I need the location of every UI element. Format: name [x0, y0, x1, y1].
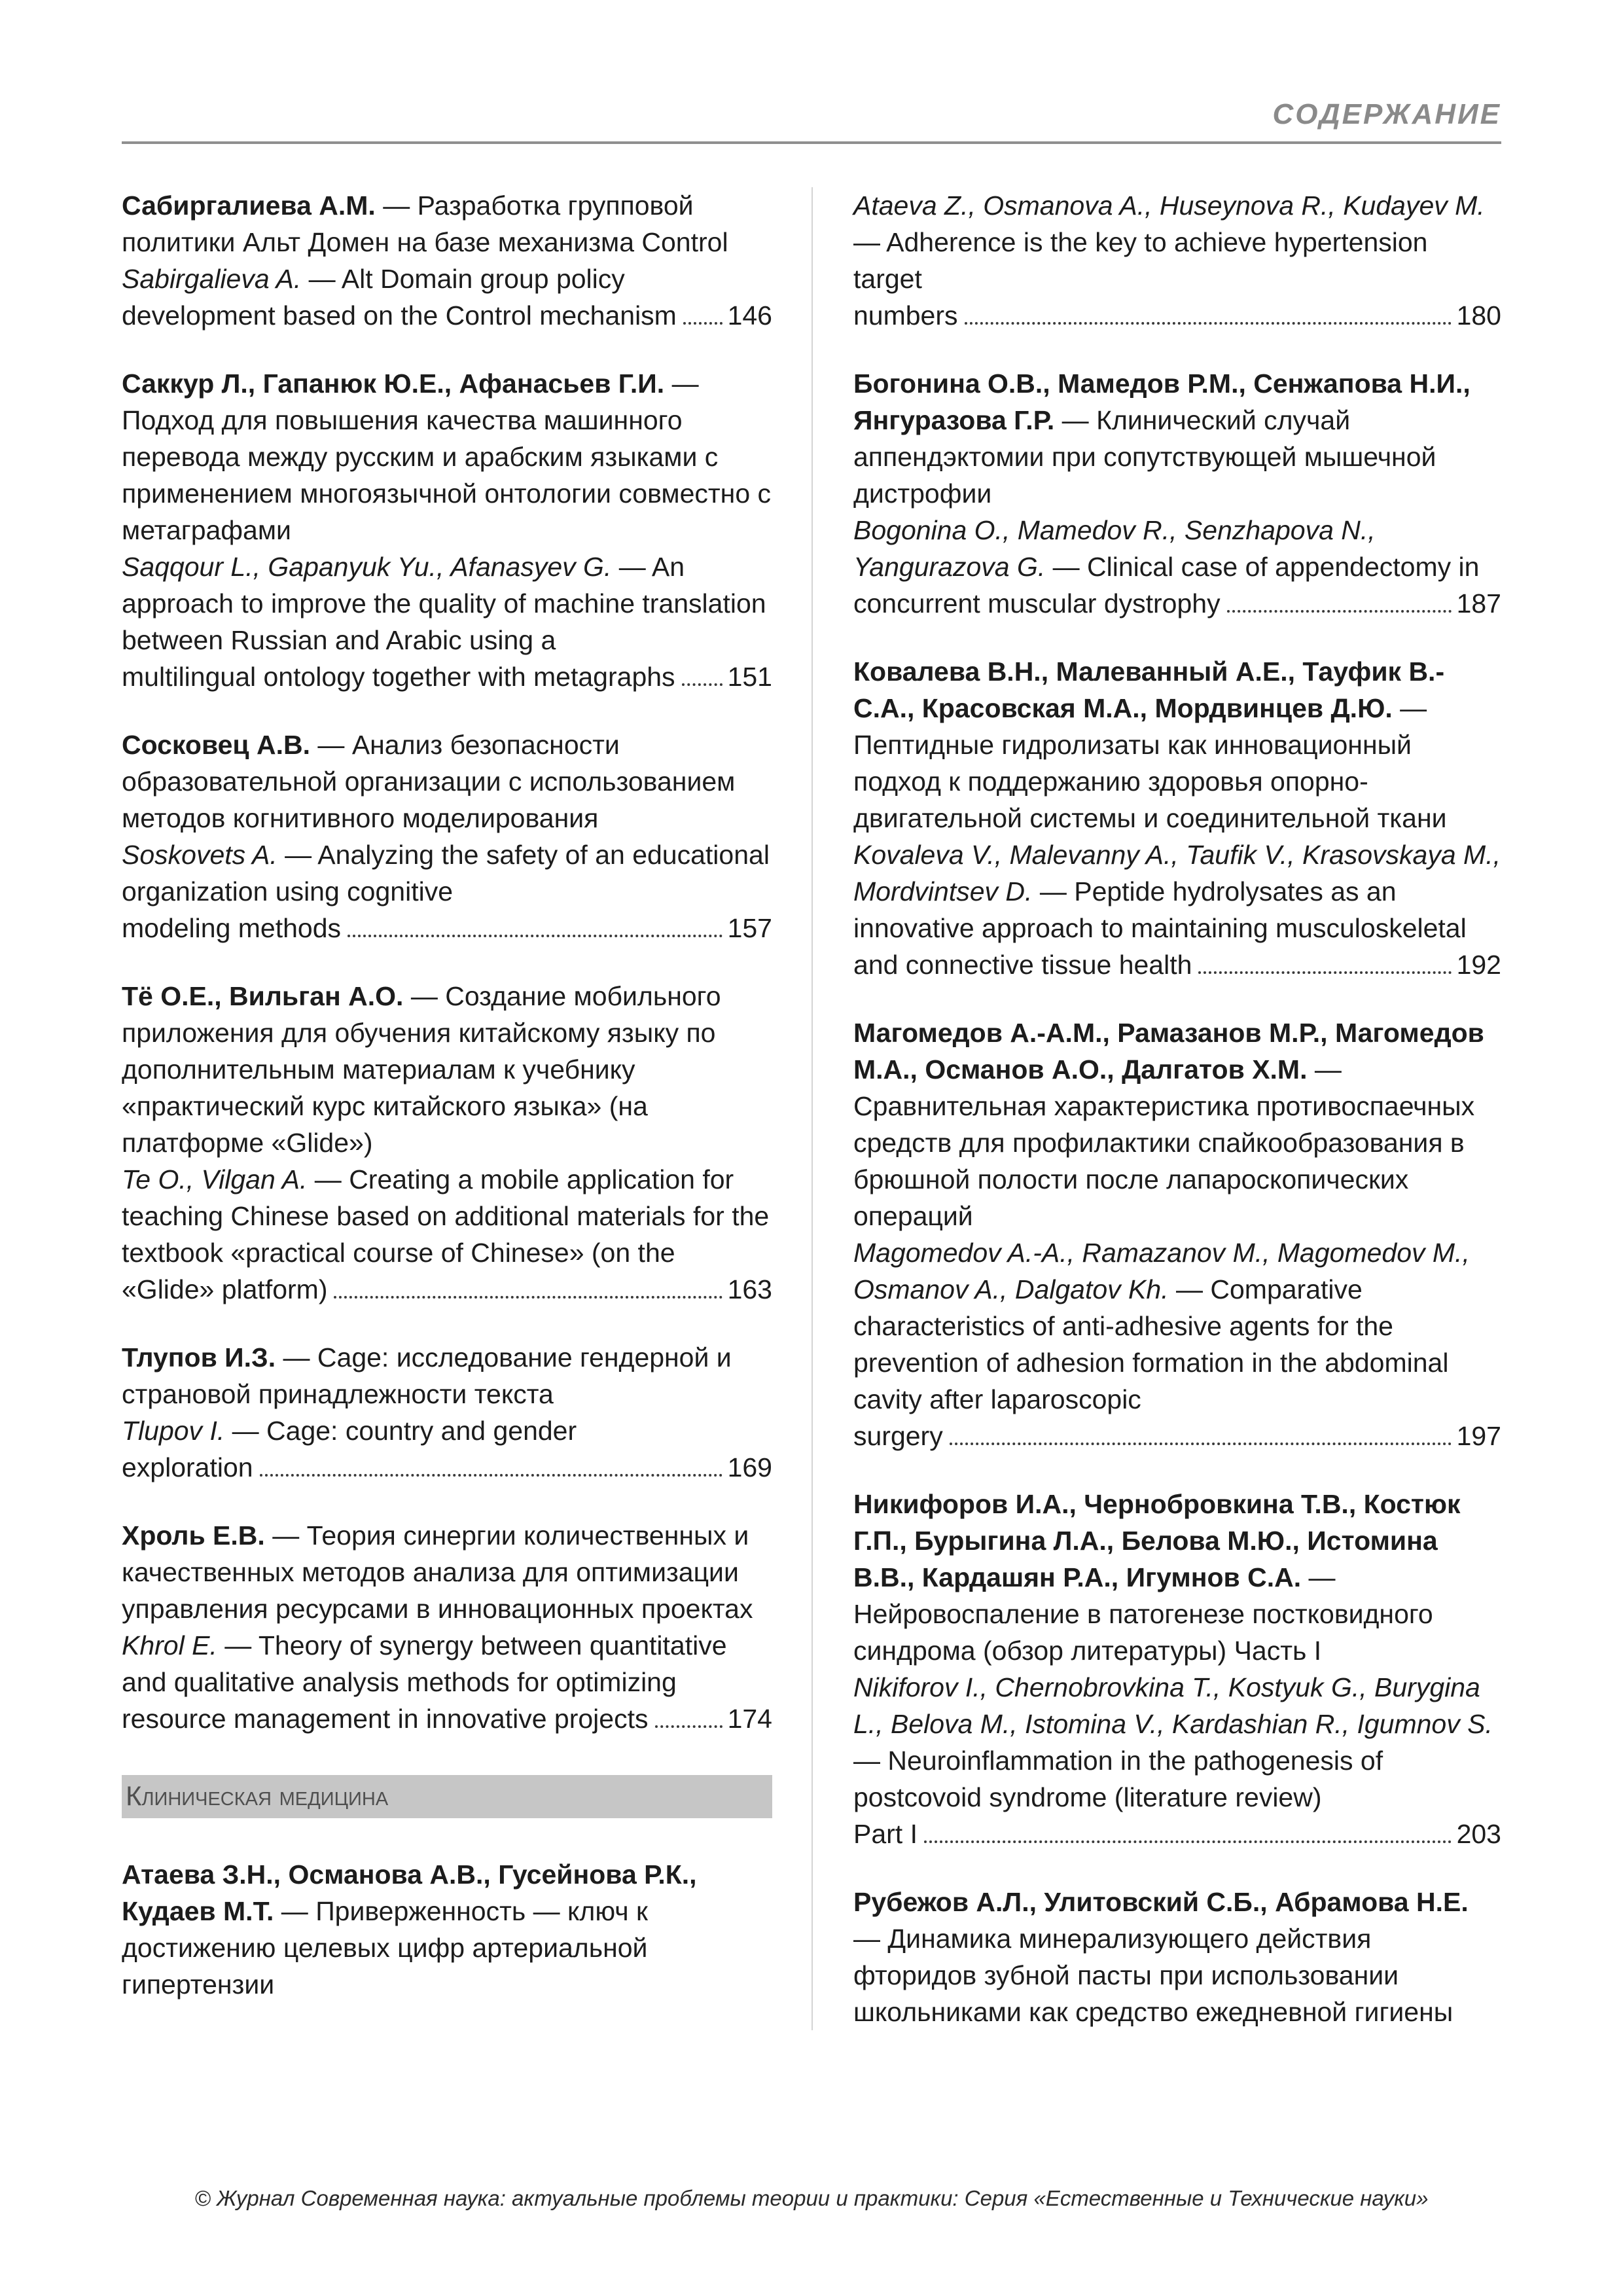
- entry-english-text: [122, 1627, 772, 1700]
- entry-english-text: [122, 260, 772, 297]
- entry-authors-ru: Саккур Л., Гапанюк Ю.Е., Афанасьев Г.И.: [122, 368, 665, 399]
- em-dash: —: [274, 1896, 316, 1926]
- dot-leader: [683, 322, 722, 325]
- entry-page-number: 151: [727, 662, 772, 692]
- entry-leader-line: [122, 1700, 772, 1737]
- entry-title-en-end: «Glide» platform): [122, 1274, 328, 1304]
- toc-entry: [853, 365, 1501, 622]
- em-dash: —: [1054, 405, 1097, 435]
- entry-russian-text: [122, 726, 772, 836]
- toc-entry: [122, 1339, 772, 1486]
- entry-english-text: [122, 1161, 772, 1271]
- entry-english-text: [853, 1234, 1501, 1418]
- toc-entry: [853, 1884, 1501, 2030]
- entry-title-en-end: resource management in innovative projects: [122, 1704, 649, 1734]
- entry-authors-en: Te O., Vilgan A.: [122, 1164, 308, 1194]
- entry-authors-en: Soskovets A.: [122, 840, 277, 870]
- em-dash: —: [276, 1342, 317, 1372]
- em-dash: —: [853, 1746, 888, 1776]
- page-footer: [122, 2108, 1501, 2211]
- entry-title-en: Cage: country and gender: [266, 1416, 577, 1446]
- em-dash: —: [664, 368, 699, 399]
- entry-russian-text: [122, 187, 772, 260]
- journal-copyright-line: © Журнал Современная наука: актуальные проблемы теории и практики: Серия «Естественные и Технические науки»: [194, 2186, 1429, 2210]
- em-dash: —: [853, 1924, 888, 1954]
- entry-page-number: 180: [1456, 300, 1501, 331]
- entry-title-ru: Подход для повышения качества машинного перевода между русским и арабским языками с применением многоязычной онтологии совместно с метаграфами: [122, 405, 772, 545]
- dot-leader: [950, 1443, 1452, 1445]
- entry-authors-en: Magomedov A.-A., Ramazanov M., Magomedov M., Osmanov A., Dalgatov Kh.: [853, 1238, 1470, 1304]
- entry-authors-en: Tlupov I.: [122, 1416, 225, 1446]
- entry-english-text: [853, 187, 1501, 297]
- page-header: [122, 98, 1501, 144]
- em-dash: —: [224, 1416, 267, 1446]
- entry-authors-en: Bogonina O., Mamedov R., Senzhapova N., Yangurazova G.: [853, 515, 1376, 582]
- toc-entry: [122, 187, 772, 334]
- entry-title-en: Creating a mobile application for teaching Chinese based on additional materials for the textbook «practical course of Chinese» (on the: [122, 1164, 770, 1268]
- entry-authors-ru: Тё О.Е., Вильган А.О.: [122, 981, 404, 1011]
- entry-authors-en: Ataeva Z., Osmanova A., Huseynova R., Kudayev M.: [853, 190, 1485, 221]
- entry-english-text: [853, 836, 1501, 946]
- entry-english-text: [853, 512, 1501, 585]
- entry-russian-text: [853, 1486, 1501, 1669]
- dot-leader: [924, 1840, 1452, 1843]
- entry-title-en-end: surgery: [853, 1421, 943, 1451]
- entry-authors-ru: Богонина О.В., Мамедов Р.М., Сенжапова Н.И., Янгуразова Г.Р.: [853, 368, 1471, 435]
- toc-entry: [122, 1856, 772, 2003]
- em-dash: —: [611, 552, 652, 582]
- entry-authors-en: Saqqour L., Gapanyuk Yu., Afanasyev G.: [122, 552, 612, 582]
- entry-russian-text: [853, 653, 1501, 836]
- entry-title-en: Neuroinflammation in the pathogenesis of postcovoid syndrome (literature review): [853, 1746, 1383, 1812]
- entry-title-en-end: numbers: [853, 300, 958, 331]
- entry-leader-line: [853, 1816, 1501, 1852]
- entry-page-number: 187: [1456, 588, 1501, 619]
- entry-leader-line: [853, 1418, 1501, 1454]
- entry-title-ru: Нейровоспаление в патогенезе постковидного синдрома (обзор литературы) Часть I: [853, 1599, 1433, 1666]
- entry-authors-en: Khrol E.: [122, 1630, 217, 1660]
- entry-authors-ru: Атаева З.Н., Османова А.В., Гусейнова Р.К., Кудаев М.Т.: [122, 1859, 697, 1926]
- toc-entry: [853, 187, 1501, 334]
- entry-page-number: 169: [727, 1452, 772, 1482]
- toc-column-left: [122, 187, 812, 2030]
- entry-title-en: Analyzing the safety of an educational organization using cognitive: [122, 840, 770, 906]
- entry-title-en: Clinical case of appendectomy in: [1087, 552, 1480, 582]
- entry-authors-ru: Сосковец А.В.: [122, 730, 311, 760]
- em-dash: —: [301, 264, 342, 294]
- em-dash: —: [264, 1520, 307, 1551]
- toc-entry: [122, 365, 772, 695]
- em-dash: —: [1392, 693, 1427, 723]
- entry-title-en: Alt Domain group policy: [341, 264, 625, 294]
- entry-page-number: 174: [727, 1704, 772, 1734]
- toc-entry: [853, 1486, 1501, 1852]
- entry-page-number: 203: [1456, 1819, 1501, 1849]
- entry-title-en: An approach to improve the quality of machine translation between Russian and Arabic using a: [122, 552, 766, 655]
- entry-title-en-end: multilingual ontology together with metagraphs: [122, 662, 675, 692]
- em-dash: —: [1032, 876, 1075, 906]
- entry-russian-text: [122, 365, 772, 548]
- entry-authors-en: Nikiforov I., Chernobrovkina T., Kostyuk G., Burygina L., Belova M., Istomina V., Kardashian R., Igumnov S.: [853, 1672, 1493, 1739]
- toc-column-right: [812, 187, 1501, 2030]
- em-dash: —: [217, 1630, 259, 1660]
- entry-leader-line: [122, 1271, 772, 1308]
- dot-leader: [260, 1474, 722, 1477]
- entry-russian-text: [122, 978, 772, 1161]
- toc-entry: [122, 978, 772, 1308]
- entry-russian-text: [122, 1856, 772, 2003]
- toc-entry: [853, 1014, 1501, 1454]
- entry-title-ru: Создание мобильного приложения для обучения китайскому языку по дополнительным материалам к учебнику «практический курс китайского языка» (на платформе «Glide»): [122, 981, 721, 1158]
- entry-authors-en: Kovaleva V., Malevanny A., Taufik V., Krasovskaya M., Mordvintsev D.: [853, 840, 1501, 906]
- entry-title-ru: Анализ безопасности образовательной организации с использованием методов когнитивного моделирования: [122, 730, 736, 833]
- entry-title-ru: Приверженность — ключ к достижению целевых цифр артериальной гипертензии: [122, 1896, 648, 2000]
- entry-leader-line: [122, 1449, 772, 1486]
- em-dash: —: [1307, 1054, 1342, 1085]
- entry-leader-line: [853, 946, 1501, 983]
- entry-title-en-end: concurrent muscular dystrophy: [853, 588, 1221, 619]
- entry-authors-ru: Хроль Е.В.: [122, 1520, 265, 1551]
- entry-title-en-end: exploration: [122, 1452, 253, 1482]
- entry-title-ru: Cage: исследование гендерной и страновой принадлежности текста: [122, 1342, 732, 1409]
- entry-russian-text: [853, 1884, 1501, 2030]
- entry-page-number: 163: [727, 1274, 772, 1304]
- em-dash: —: [310, 730, 352, 760]
- em-dash: —: [277, 840, 318, 870]
- dot-leader: [1227, 610, 1452, 613]
- em-dash: —: [1168, 1274, 1211, 1304]
- entry-title-en-end: modeling methods: [122, 913, 342, 943]
- entry-english-text: [122, 836, 772, 910]
- entry-authors-ru: Рубежов А.Л., Улитовский С.Б., Абрамова Н.Е.: [853, 1887, 1469, 1917]
- entry-authors-ru: Сабиргалиева А.М.: [122, 190, 376, 221]
- em-dash: —: [375, 190, 418, 221]
- entry-authors-en: Sabirgalieva A.: [122, 264, 302, 294]
- entry-russian-text: [853, 365, 1501, 512]
- toc-entry: [122, 1517, 772, 1737]
- entry-page-number: 197: [1456, 1421, 1501, 1451]
- entry-russian-text: [853, 1014, 1501, 1234]
- entry-leader-line: [122, 658, 772, 695]
- em-dash: —: [1301, 1562, 1336, 1592]
- dot-leader: [682, 683, 722, 686]
- entry-title-ru: Клинический случай аппендэктомии при сопутствующей мышечной дистрофии: [853, 405, 1436, 509]
- entry-title-en: Peptide hydrolysates as an innovative approach to maintaining musculoskeletal: [853, 876, 1467, 943]
- dot-leader: [1198, 971, 1451, 974]
- entry-title-ru: Пептидные гидролизаты как инновационный подход к поддержанию здоровья опорно-двигательной системы и соединительной ткани: [853, 730, 1447, 833]
- entry-english-text: [853, 1669, 1501, 1816]
- toc-columns: [122, 187, 1501, 2030]
- em-dash: —: [307, 1164, 349, 1194]
- entry-leader-line: [853, 297, 1501, 334]
- entry-title-en: Theory of synergy between quantitative and qualitative analysis methods for optimizing: [122, 1630, 727, 1697]
- entry-title-ru: Динамика минерализующего действия фторидов зубной пасты при использовании школьниками как средство ежедневной гигиены: [853, 1924, 1454, 2027]
- em-dash: —: [403, 981, 446, 1011]
- entry-page-number: 146: [727, 300, 772, 331]
- header-rule: [122, 141, 1501, 144]
- entry-title-en: Adherence is the key to achieve hypertension target: [853, 227, 1428, 294]
- section-header-label: Клиническая медицина: [126, 1780, 389, 1811]
- toc-entry: [122, 726, 772, 946]
- entry-page-number: 157: [727, 913, 772, 943]
- toc-entry: [853, 653, 1501, 983]
- entry-english-text: [122, 548, 772, 658]
- entry-title-en: Comparative characteristics of anti-adhesive agents for the prevention of adhesion formation in the abdominal cavity after laparoscopic: [853, 1274, 1449, 1414]
- entry-page-number: 192: [1456, 950, 1501, 980]
- entry-leader-line: [122, 297, 772, 334]
- entry-title-ru: Сравнительная характеристика противоспаечных средств для профилактики спайкообразования в брюшной полости после лапароскопических операций: [853, 1091, 1475, 1231]
- entry-authors-ru: Тлупов И.З.: [122, 1342, 276, 1372]
- dot-leader: [965, 322, 1452, 325]
- dot-leader: [334, 1296, 722, 1299]
- entry-authors-ru: Ковалева В.Н., Малеванный А.Е., Тауфик В.-С.А., Красовская М.А., Мордвинцев Д.Ю.: [853, 656, 1445, 723]
- entry-authors-ru: Магомедов А.-А.М., Рамазанов М.Р., Магомедов М.А., Османов А.О., Далгатов Х.М.: [853, 1018, 1484, 1085]
- entry-russian-text: [122, 1339, 772, 1412]
- dot-leader: [655, 1725, 722, 1728]
- section-header-clinical-medicine: [122, 1775, 772, 1818]
- em-dash: —: [1045, 552, 1088, 582]
- entry-title-ru: Разработка групповой политики Альт Домен на базе механизма Control: [122, 190, 728, 257]
- entry-title-en-end: and connective tissue health: [853, 950, 1192, 980]
- entry-title-en-end: development based on the Control mechanism: [122, 300, 677, 331]
- entry-english-text: [122, 1412, 772, 1449]
- dot-leader: [348, 935, 722, 937]
- entry-leader-line: [122, 910, 772, 946]
- contents-heading: СОДЕРЖАНИЕ: [1272, 98, 1501, 130]
- entry-title-ru: Теория синергии количественных и качественных методов анализа для оптимизации управления ресурсами в инновационных проектах: [122, 1520, 753, 1624]
- entry-russian-text: [122, 1517, 772, 1627]
- entry-authors-ru: Никифоров И.А., Чернобровкина Т.В., Костюк Г.П., Бурыгина Л.А., Белова М.Ю., Истомина В.В., Кардашян Р.А., Игумнов С.А.: [853, 1489, 1461, 1592]
- entry-leader-line: [853, 585, 1501, 622]
- em-dash: —: [853, 227, 887, 257]
- entry-title-en-end: Part I: [853, 1819, 918, 1849]
